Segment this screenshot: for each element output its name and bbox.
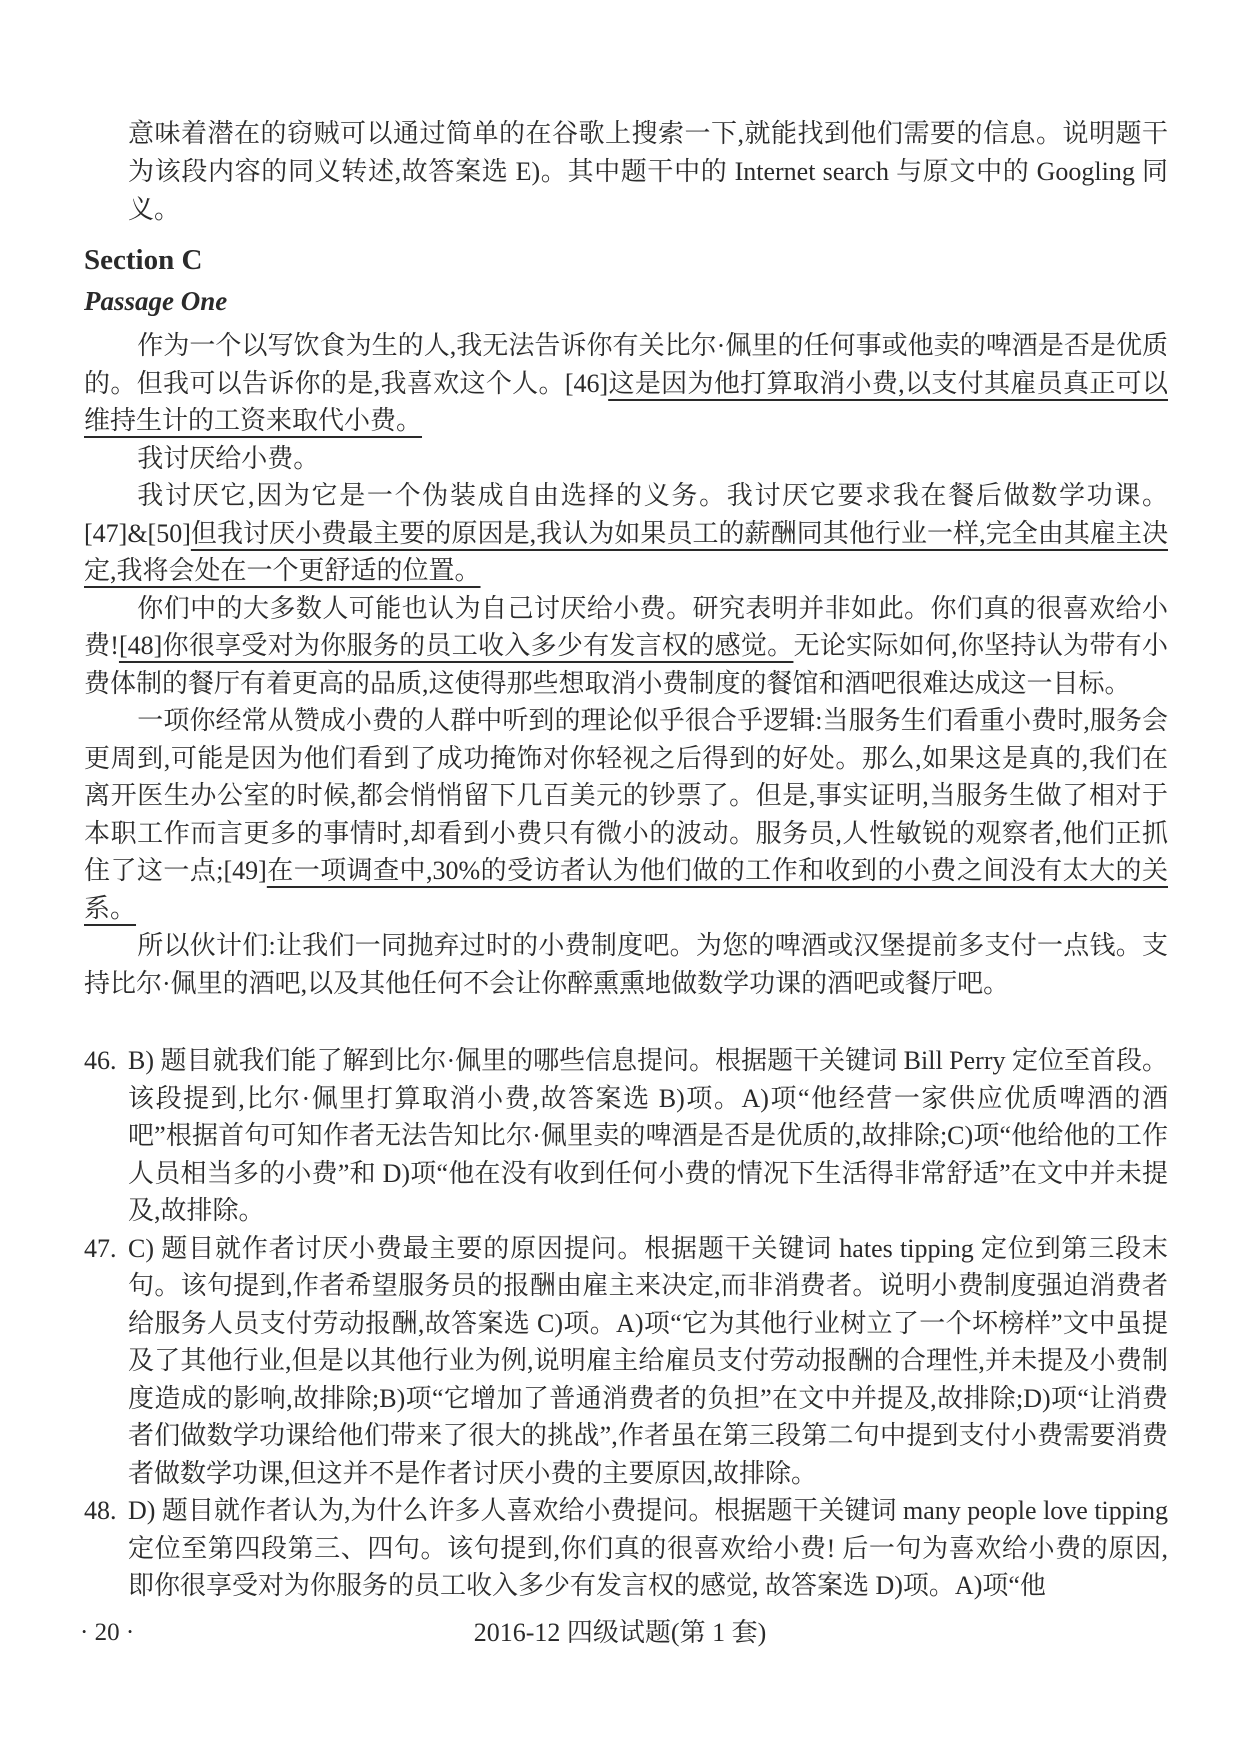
answer-body: C) 题目就作者讨厌小费最主要的原因提问。根据题干关键词 hates tipping 定位到第三段末句。该句提到,作者希望服务员的报酬由雇主来决定,而非消费者。说明小费制度强迫消费者给服务人员支付劳动报酬,故答案选 C)项。A)项“它为其他行业树立了一个坏榜样”文中虽提及了其他行业,但是以其他行业为例,说明雇主给雇员支付劳动报酬的合理性,并未提及小费制度造成的影响,故排除;B)项“它增加了普通消费者的负担”在文中并提及,故排除;D)项“让消费者们做数学功课给他们带来了很大的挑战”,作者虽在第三段第二句中提到支付小费需要消费者做数学功课,但这并不是作者讨厌小费的主要原因,故排除。 bbox=[128, 1233, 1168, 1488]
underlined-key-sentence: 这是因为他打算取消小费,以支付其雇员真正可以维持生计的工资来取代小费。 bbox=[84, 368, 1168, 435]
underlined-key-sentence: 在一项调查中,30%的受访者认为他们做的工作和收到的小费之间没有太大的关系。 bbox=[84, 856, 1168, 923]
passage-text: 所以伙计们:让我们一同抛弃过时的小费制度吧。为您的啤酒或汉堡提前多支付一点钱。支持比尔·佩里的酒吧,以及其他任何不会让你醉熏熏地做数学功课的酒吧或餐厅吧。 bbox=[84, 931, 1168, 998]
answer-explanations bbox=[84, 1042, 1168, 1605]
page-footer bbox=[0, 1616, 1240, 1650]
answer-item bbox=[84, 1230, 1168, 1493]
answer-number: 48. bbox=[84, 1496, 117, 1525]
passage-paragraph bbox=[84, 440, 1168, 478]
underlined-key-sentence: 但我讨厌小费最主要的原因是,我认为如果员工的薪酬同其他行业一样,完全由其雇主决定,我将会处在一个更舒适的位置。 bbox=[84, 518, 1168, 585]
answer-number: 47. bbox=[84, 1233, 117, 1263]
answer-body: B) 题目就我们能了解到比尔·佩里的哪些信息提问。根据题干关键词 Bill Perry 定位至首段。该段提到,比尔·佩里打算取消小费,故答案选 B)项。A)项“他经营一家供应优质啤酒的酒吧”根据首句可知作者无法告知比尔·佩里卖的啤酒是否是优质的,故排除;C)项“他给他的工作人员相当多的小费”和 D)项“他在没有收到任何小费的情况下生活得非常舒适”在文中并未提及,故排除。 bbox=[128, 1046, 1168, 1225]
passage-paragraph bbox=[84, 702, 1168, 927]
page-number: · 20 · bbox=[80, 1619, 135, 1646]
passage-paragraph bbox=[84, 927, 1168, 1002]
passage-text: 你们中的大多数人可能也认为自己讨厌给小费。研究表明并非如此。你们真的很喜欢给小费! bbox=[84, 593, 1168, 660]
footer-title: 2016-12 四级试题(第 1 套) bbox=[473, 1618, 767, 1647]
answer-item bbox=[84, 1042, 1168, 1230]
passage-text: 我讨厌它,因为它是一个伪装成自由选择的义务。我讨厌它要求我在餐后做数学功课。[47]&[50] bbox=[84, 481, 1168, 548]
passage-heading: Passage One bbox=[84, 286, 228, 316]
passage-text: 作为一个以写饮食为生的人,我无法告诉你有关比尔·佩里的任何事或他卖的啤酒是否是优质的。但我可以告诉你的是,我喜欢这个人。[46] bbox=[84, 331, 1168, 398]
passage-text: 一项你经常从赞成小费的人群中听到的理论似乎很合乎逻辑:当服务生们看重小费时,服务会更周到,可能是因为他们看到了成功掩饰对你轻视之后得到的好处。那么,如果这是真的,我们在离开医生办公室的时候,都会悄悄留下几百美元的钞票了。但是,事实证明,当服务生做了相对于本职工作而言更多的事情时,却看到小费只有微小的波动。服务员,人性敏锐的观察者,他们正抓住了这一点;[49] bbox=[84, 706, 1168, 885]
passage-text: 无论实际如何,你坚持认为带有小费体制的餐厅有着更高的品质,这使得那些想取消小费制度的餐馆和酒吧很难达成这一目标。 bbox=[84, 631, 1168, 698]
answer-number: 46. bbox=[84, 1046, 117, 1075]
passage-paragraph bbox=[84, 590, 1168, 703]
section-heading: Section C bbox=[84, 244, 203, 276]
underlined-key-sentence: [48]你很享受对为你服务的员工收入多少有发言权的感觉。 bbox=[118, 631, 794, 660]
answer-body: D) 题目就作者认为,为什么许多人喜欢给小费提问。根据题干关键词 many people love tipping 定位至第四段第三、四句。该句提到,你们真的很喜欢给小费! 后一句为喜欢给小费的原因,即你很享受对为你服务的员工收入多少有发言权的感觉, 故答案选 D)项。A)项“他 bbox=[128, 1496, 1168, 1600]
answer-45-continuation-text: 意味着潜在的窃贼可以通过简单的在谷歌上搜索一下,就能找到他们需要的信息。说明题干为该段内容的同义转述,故答案选 E)。其中题干中的 Internet search 与原文中的 Googling 同义。 bbox=[128, 119, 1168, 224]
passage-paragraph bbox=[84, 477, 1168, 590]
passage-text: 我讨厌给小费。 bbox=[137, 443, 320, 473]
passage-paragraph bbox=[84, 327, 1168, 440]
passage bbox=[84, 327, 1168, 1002]
answer-item bbox=[84, 1492, 1168, 1605]
